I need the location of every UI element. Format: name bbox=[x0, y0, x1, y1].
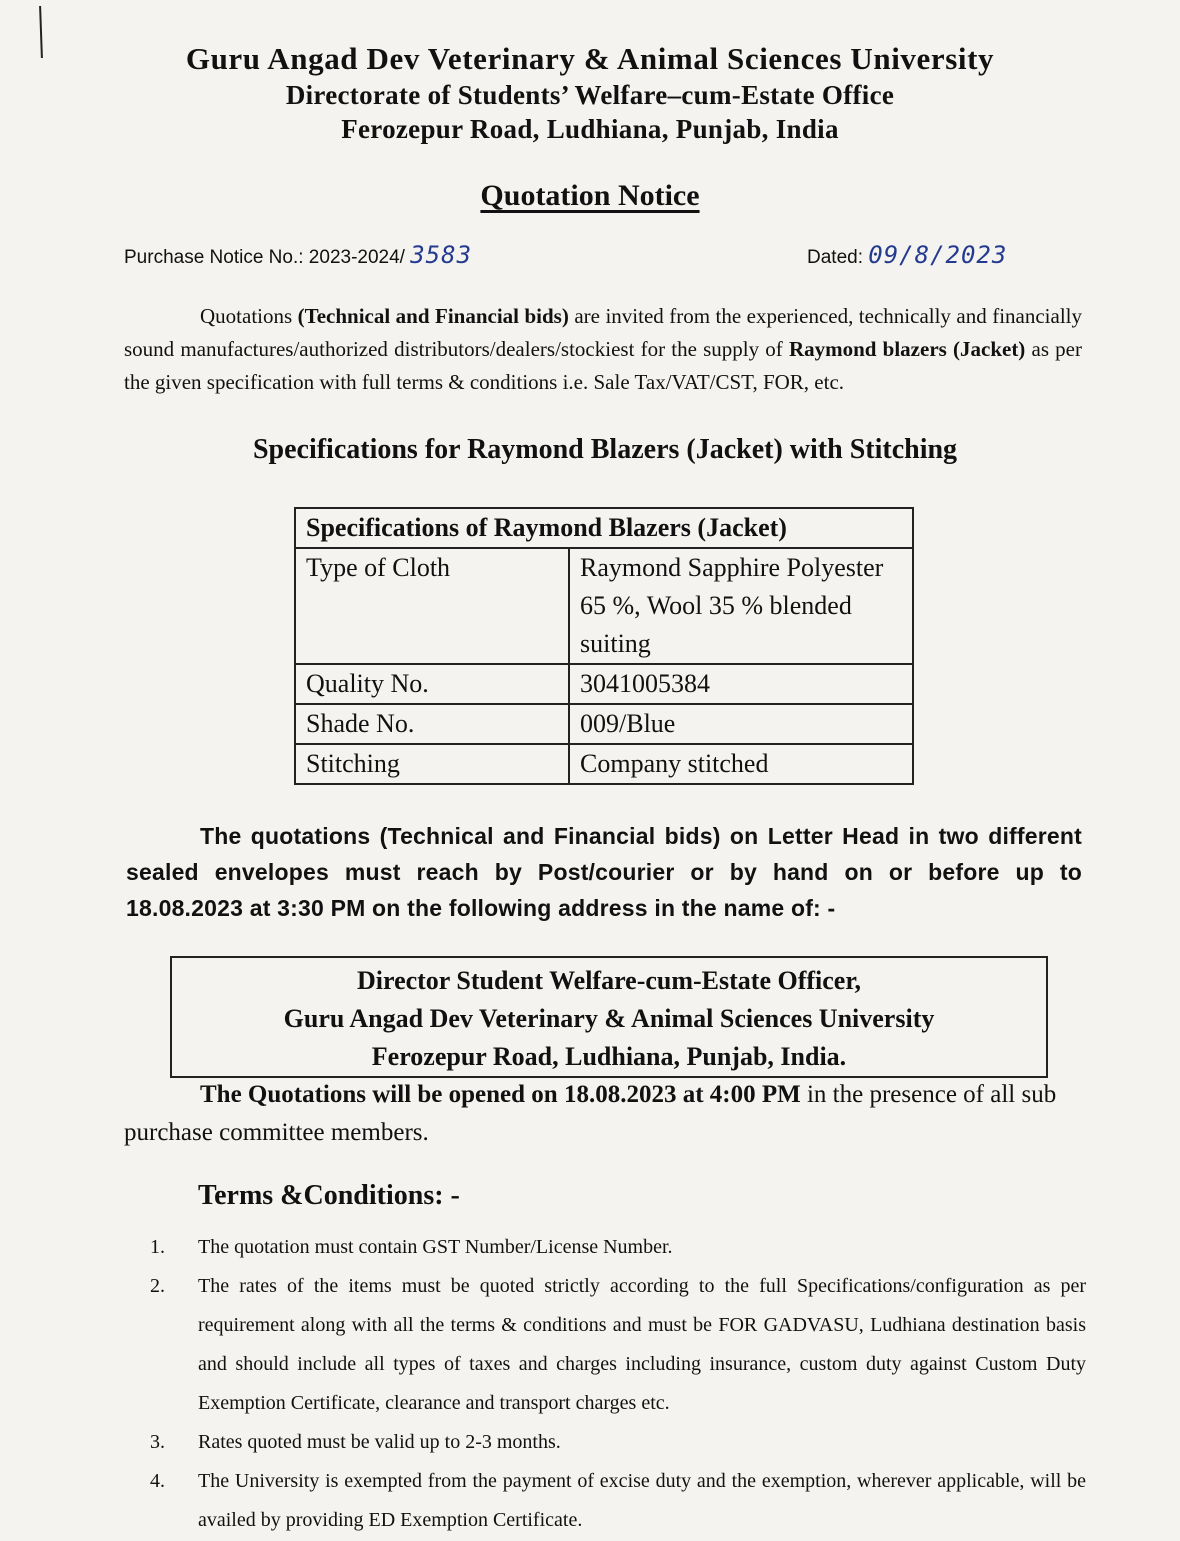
intro-paragraph bbox=[124, 300, 1082, 399]
spec-label: Type of Cloth bbox=[295, 548, 569, 664]
table-row bbox=[295, 548, 913, 664]
list-item bbox=[150, 1267, 1086, 1423]
opening-bold: The Quotations will be opened on 18.08.2023 at 4:00 PM bbox=[200, 1081, 801, 1108]
purchase-notice-number bbox=[124, 240, 472, 273]
deadline-text: The quotations (Technical and Financial bids) on Letter Head in two different sealed envelopes must reach by Post/courier or by hand on or before up to 18.08.2023 at 3:30 PM on the following address in the name of: - bbox=[126, 823, 1082, 921]
intro-text-1: Quotations bbox=[200, 304, 298, 328]
intro-bold-1: (Technical and Financial bids) bbox=[297, 304, 569, 328]
university-name: Guru Angad Dev Veterinary & Animal Sciences University bbox=[185, 41, 995, 76]
address-line-1: Director Student Welfare-cum-Estate Officer, bbox=[357, 966, 861, 995]
term-number: 2. bbox=[150, 1275, 165, 1297]
term-text: The quotation must contain GST Number/License Number. bbox=[198, 1236, 673, 1258]
spec-heading: Specifications for Raymond Blazers (Jacket) with Stitching bbox=[252, 434, 958, 465]
address-line-2: Guru Angad Dev Veterinary & Animal Sciences University bbox=[283, 1004, 935, 1033]
spec-value: Company stitched bbox=[569, 744, 913, 784]
list-item bbox=[150, 1462, 1086, 1540]
spec-value: Raymond Sapphire Polyester 65 %, Wool 35 % blended suiting bbox=[569, 548, 913, 664]
table-row bbox=[295, 744, 913, 784]
spec-value: 009/Blue bbox=[569, 704, 913, 744]
intro-bold-2: Raymond blazers (Jacket) bbox=[788, 337, 1026, 361]
term-text: The rates of the items must be quoted strictly according to the full Specifications/configuration as per requirement along with all the terms & conditions and must be FOR GADVASU, Ludhiana destination basis and should include all types of taxes and charges including insurance, custom duty against Custom Duty Exemption Certificate, clearance and transport charges etc. bbox=[198, 1275, 1086, 1414]
address-line-3: Ferozepur Road, Ludhiana, Punjab, India. bbox=[371, 1042, 847, 1071]
opening-text: in the presence of all sub purchase committee members. bbox=[124, 1081, 1057, 1146]
terms-list bbox=[150, 1228, 1086, 1540]
spec-table-header: Specifications of Raymond Blazers (Jacket) bbox=[295, 508, 913, 548]
intro-text-3: as per the given specification with full terms & conditions i.e. Sale Tax/VAT/CST, FOR, etc. bbox=[124, 337, 1082, 394]
spec-label: Shade No. bbox=[295, 704, 569, 744]
intro-text-2: are invited from the experienced, technically and financially sound manufactures/authorized distributors/dealers/stockiest for the supply of bbox=[124, 304, 1082, 361]
terms-heading: Terms &Conditions: - bbox=[198, 1180, 460, 1211]
notice-title-text: Quotation Notice bbox=[480, 179, 700, 212]
notice-date bbox=[807, 240, 1007, 273]
term-text: Rates quoted must be valid up to 2-3 months. bbox=[198, 1431, 561, 1453]
spec-label: Quality No. bbox=[295, 664, 569, 704]
handwritten-notice-number: 3583 bbox=[410, 241, 473, 269]
purchase-notice-label: Purchase Notice No.: 2023-2024/ bbox=[124, 247, 405, 268]
letterhead bbox=[0, 40, 1180, 146]
handwritten-date: 09/8/2023 bbox=[868, 241, 1008, 269]
spec-table-header-row bbox=[295, 508, 913, 548]
spec-value: 3041005384 bbox=[569, 664, 913, 704]
notice-title bbox=[0, 178, 1180, 214]
spec-label: Stitching bbox=[295, 744, 569, 784]
table-row bbox=[295, 704, 913, 744]
list-item bbox=[150, 1423, 1086, 1462]
term-number: 3. bbox=[150, 1431, 165, 1453]
address-box bbox=[170, 956, 1048, 1078]
spec-table bbox=[294, 507, 914, 785]
office-address: Ferozepur Road, Ludhiana, Punjab, India bbox=[341, 114, 839, 144]
office-name: Directorate of Students’ Welfare–cum-Estate Office bbox=[285, 80, 895, 110]
dated-label: Dated: bbox=[807, 247, 863, 268]
opening-paragraph bbox=[124, 1076, 1082, 1152]
list-item bbox=[150, 1228, 1086, 1267]
table-row bbox=[295, 664, 913, 704]
deadline-paragraph bbox=[126, 818, 1082, 926]
term-text: The University is exempted from the payment of excise duty and the exemption, wherever applicable, will be availed by providing ED Exemption Certificate. bbox=[198, 1470, 1086, 1531]
term-number: 4. bbox=[150, 1470, 165, 1492]
term-number: 1. bbox=[150, 1236, 165, 1258]
